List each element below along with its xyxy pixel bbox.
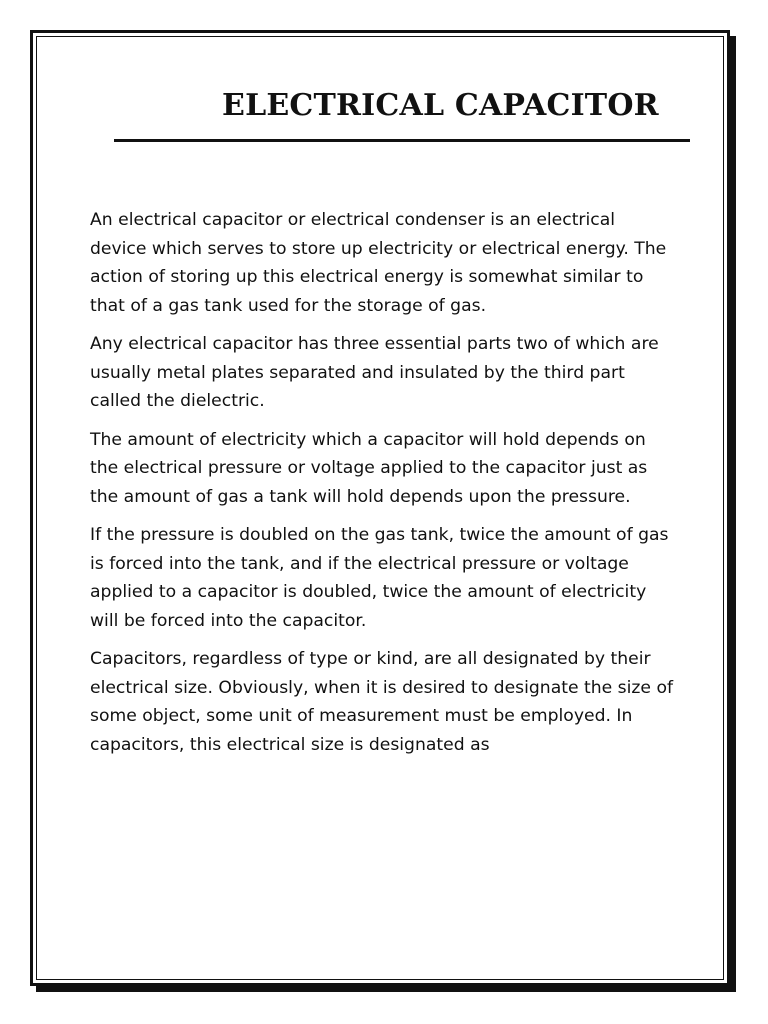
paragraph: Capacitors, regardless of type or kind, are all designated by their electrical size. Obviously, when it is desired to designate the size of some object, some unit of measurement must be employed. In capacitors, this electrical size is designated as <box>90 649 674 755</box>
paragraph: The amount of electricity which a capacitor will hold depends on the electrical pressure or voltage applied to the capacitor just as the amount of gas a tank will hold depends upon the pressure. <box>90 429 648 507</box>
body-text <box>90 206 676 769</box>
title-underline <box>114 139 690 142</box>
paragraph: Any electrical capacitor has three essential parts two of which are usually metal plates separated and insulated by the third part called the dielectric. <box>90 334 659 411</box>
paragraph: If the pressure is doubled on the gas tank, twice the amount of gas is forced into the tank, and if the electrical pressure or voltage applied to a capacitor is doubled, twice the amount of electricity will be forced into the capacitor. <box>90 525 669 631</box>
page-border-shadow-right <box>730 36 736 992</box>
page-title: ELECTRICAL CAPACITOR <box>222 88 659 123</box>
page-border-shadow-bottom <box>36 986 736 992</box>
paragraph: An electrical capacitor or electrical condenser is an electrical device which serves to store up electricity or electrical energy. The action of storing up this electrical energy is somewhat similar to that of a gas tank used for the storage of gas. <box>90 210 667 316</box>
